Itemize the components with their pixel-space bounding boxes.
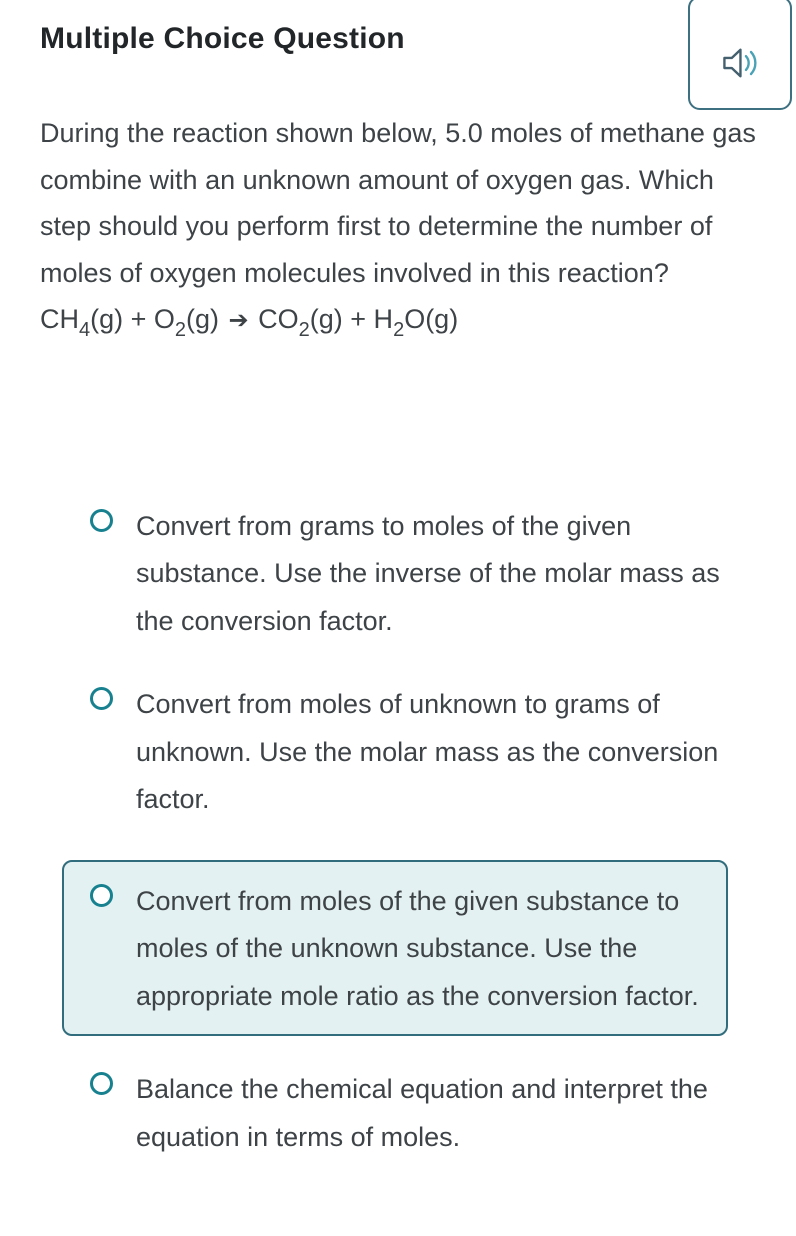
answer-options [40,503,756,1162]
option-label-1: Convert from grams to moles of the given substance. Use the inverse of the molar mass as the conversion factor. [136,510,720,636]
radio-button-4[interactable] [90,1072,113,1095]
option-label-3: Convert from moles of the given substance to moles of the unknown substance. Use the appropriate mole ratio as the conversion factor. [136,885,699,1011]
radio-button-2[interactable] [90,687,113,710]
question-text: During the reaction shown below, 5.0 moles of methane gas combine with an unknown amount of oxygen gas. Which step should you perform first to determine the number of moles of oxygen molecules involved in this reaction? [40,118,756,288]
radio-button-3[interactable] [90,884,113,907]
radio-button-1[interactable] [90,509,113,532]
option-label-4: Balance the chemical equation and interpret the equation in terms of moles. [136,1074,708,1152]
option-row-2[interactable] [40,681,756,824]
audio-play-button[interactable] [688,0,792,110]
option-row-3[interactable] [90,878,706,1021]
speaker-icon [718,44,762,82]
question-header [40,20,756,92]
option-label-2: Convert from moles of unknown to grams of unknown. Use the molar mass as the conversion factor. [136,689,719,814]
question-block [40,110,756,345]
option-row-4[interactable] [40,1066,756,1161]
option-row-1[interactable] [40,503,756,646]
selected-option-card [62,860,728,1037]
page-title: Multiple Choice Question [40,22,405,55]
chemical-equation: $CH_4(g) + O_2(g)$ ➔ $CO_2(g) + H_2O(g)$ [40,304,459,342]
